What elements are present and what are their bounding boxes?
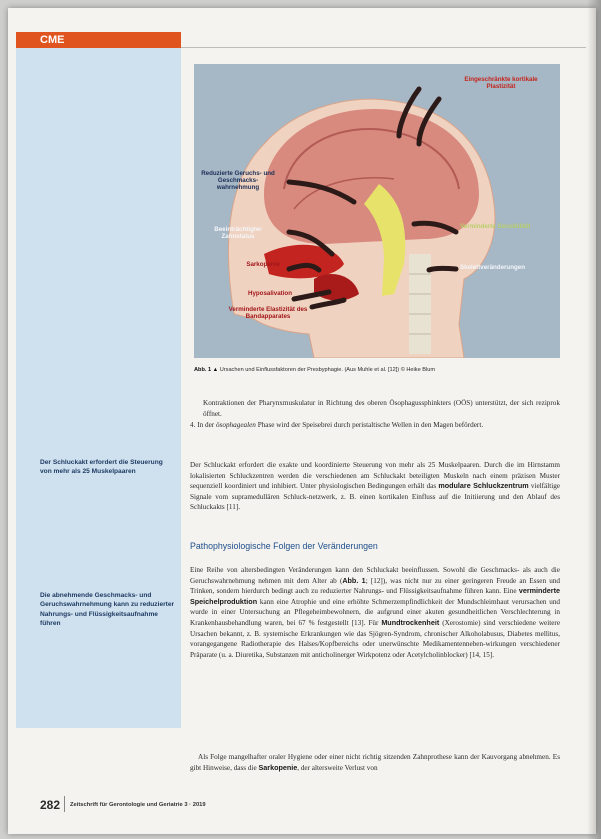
para3-bold: Sarkopenie	[258, 762, 298, 772]
list-continuation: Kontraktionen der Pharynxmuskulatur in Richtung des oberen Ösophagussphinkters (OÖS) unterstützt, der sich reziprok öffnet.	[203, 399, 560, 418]
para2-bold-xerostomia: Mundtrockenheit	[381, 617, 440, 627]
label-smell: Reduzierte Geruchs- und Geschmackswahrnehmung	[201, 170, 275, 191]
para2-bold-saliva: verminderte Speichelproduktion	[190, 586, 560, 606]
page-number: 282	[40, 798, 61, 812]
label-sensibility: Verminderte Sensibilität	[460, 223, 531, 230]
para2-t3: kann eine Atrophie und eine erhöhte Schmerzempfindlichkeit der Mundschleimhaut verursachen und wurde in einer Untersuchung an Pflegeheimbewohnern, die aufgrund einer akuten gesundheitlichen Verschlechterung in Krankenhausbehandlung waren, bei 67 % festgestellt [13]. Für	[190, 597, 561, 627]
list-text-post: Phase wird der Speisebrei durch peristaltische Wellen in den Magen befördert.	[257, 421, 484, 429]
para1-pre: Der Schluckakt erfordert die exakte und koordinierte Steuerung von mehr als 25 Muskelpaaren. Durch die im Hirnstamm lokalisierten Schluckzentren werden die verschiedenen am Schluckakt beteiligten Muskeln nach einem präzisen Muster sequenziell koordiniert und inhibiert. Unter physiologischen Bedingungen erhält das	[190, 461, 560, 491]
para2-figure-ref: Abb. 1	[342, 575, 366, 585]
footer-separator	[64, 796, 65, 812]
label-cortex: Eingeschränkte kortikale Plastizität	[464, 76, 538, 90]
para2-t1: Eine Reihe von altersbedingten Veränderungen kann den Schluckakt beeinflussen. Sowohl die Geschmacks- als auch die Geruchswahrnehmung nehmen mit dem Alter ab (	[190, 566, 560, 585]
label-hyposalivation: Hyposalivation	[247, 290, 292, 297]
journal-name: Zeitschrift für Gerontologie und Geriatrie 3 · 2019	[70, 802, 206, 808]
list-item-4	[190, 420, 560, 431]
para1-post: vielfältige Signale vom supramedullären Schluck-netzwerk, z. B. einen kortikalen Einfluss auf die Initiierung und den Ablauf des Schluckakts [11].	[190, 482, 560, 512]
para3-pre: Als Folge mangelhafter oraler Hygiene oder einer nicht richtig sitzenden Zahnprothese kann der Kauvorgang abnehmen. Es gibt Hinweise, dass die	[190, 753, 560, 772]
margin-note-muscles: Der Schluckakt erfordert die Steuerung von mehr als 25 Muskelpaaren	[40, 459, 163, 476]
label-teeth: Beeinträchtigter Zahnstatus	[214, 226, 262, 240]
label-elasticity: Verminderte Elastizität des Bandapparates	[228, 306, 308, 320]
paragraph-changes	[190, 565, 560, 660]
label-sarcopenia: Sarkopenie	[246, 261, 280, 268]
label-skeleton: Skelettveränderungen	[460, 264, 525, 271]
list-text-pre: In der	[197, 421, 215, 429]
margin-note-taste: Die abnehmende Geschmacks- und Geruchswahrnehmung kann zu reduzierter Nahrungs- und Flüssigkeitsaufnahme führen	[40, 592, 175, 628]
section-heading: Pathophysiologische Folgen der Veränderungen	[190, 541, 378, 551]
para2-t2: ; [12]), was nicht nur zu einer geringeren Freude an Essen und Trinken, sondern hierdurch bedingt auch zu reduzierter Nahrungs- und Flüssigkeitsaufnahme führen kann. Eine	[190, 576, 561, 596]
head-anatomy-figure	[194, 64, 560, 358]
paragraph-sarcopenia	[190, 752, 560, 773]
para3-post: , der altersweite Verlust von	[297, 763, 378, 772]
paragraph-swallowing	[190, 460, 560, 513]
para2-t4: (Xerostomie) sind verschiedene weitere Ursachen bekannt, z. B. systemische Erkrankungen wie das Sjögren-Syndrom, chronischer Alkoholabusus, Diabetes mellitus, vorangegangene Radiotherapie des Halses/Kopfbereichs oder unerwünschte Medikamentenneben-wirkungen verschiedener Präparate (u. a. Diuretika, Substanzen mit anticholinerger Wirkpotenz oder Acetylcholinblocker) [14, 15].	[190, 618, 561, 659]
caption-number: Abb. 1 ▲	[194, 367, 219, 373]
para1-bold: modulare Schluckzentrum	[438, 481, 529, 491]
list-phase: ösophagealen	[215, 421, 256, 429]
scan-edge-shadow	[587, 0, 601, 839]
header-rule	[181, 47, 586, 48]
list-number: 4.	[190, 421, 196, 429]
figure-caption	[194, 367, 560, 373]
caption-text: Ursachen und Einflussfaktoren der Presbyphagie. (Aus Muhle et al. [12]) © Heike Blum	[219, 367, 435, 373]
section-header-cme: CME	[16, 32, 181, 48]
